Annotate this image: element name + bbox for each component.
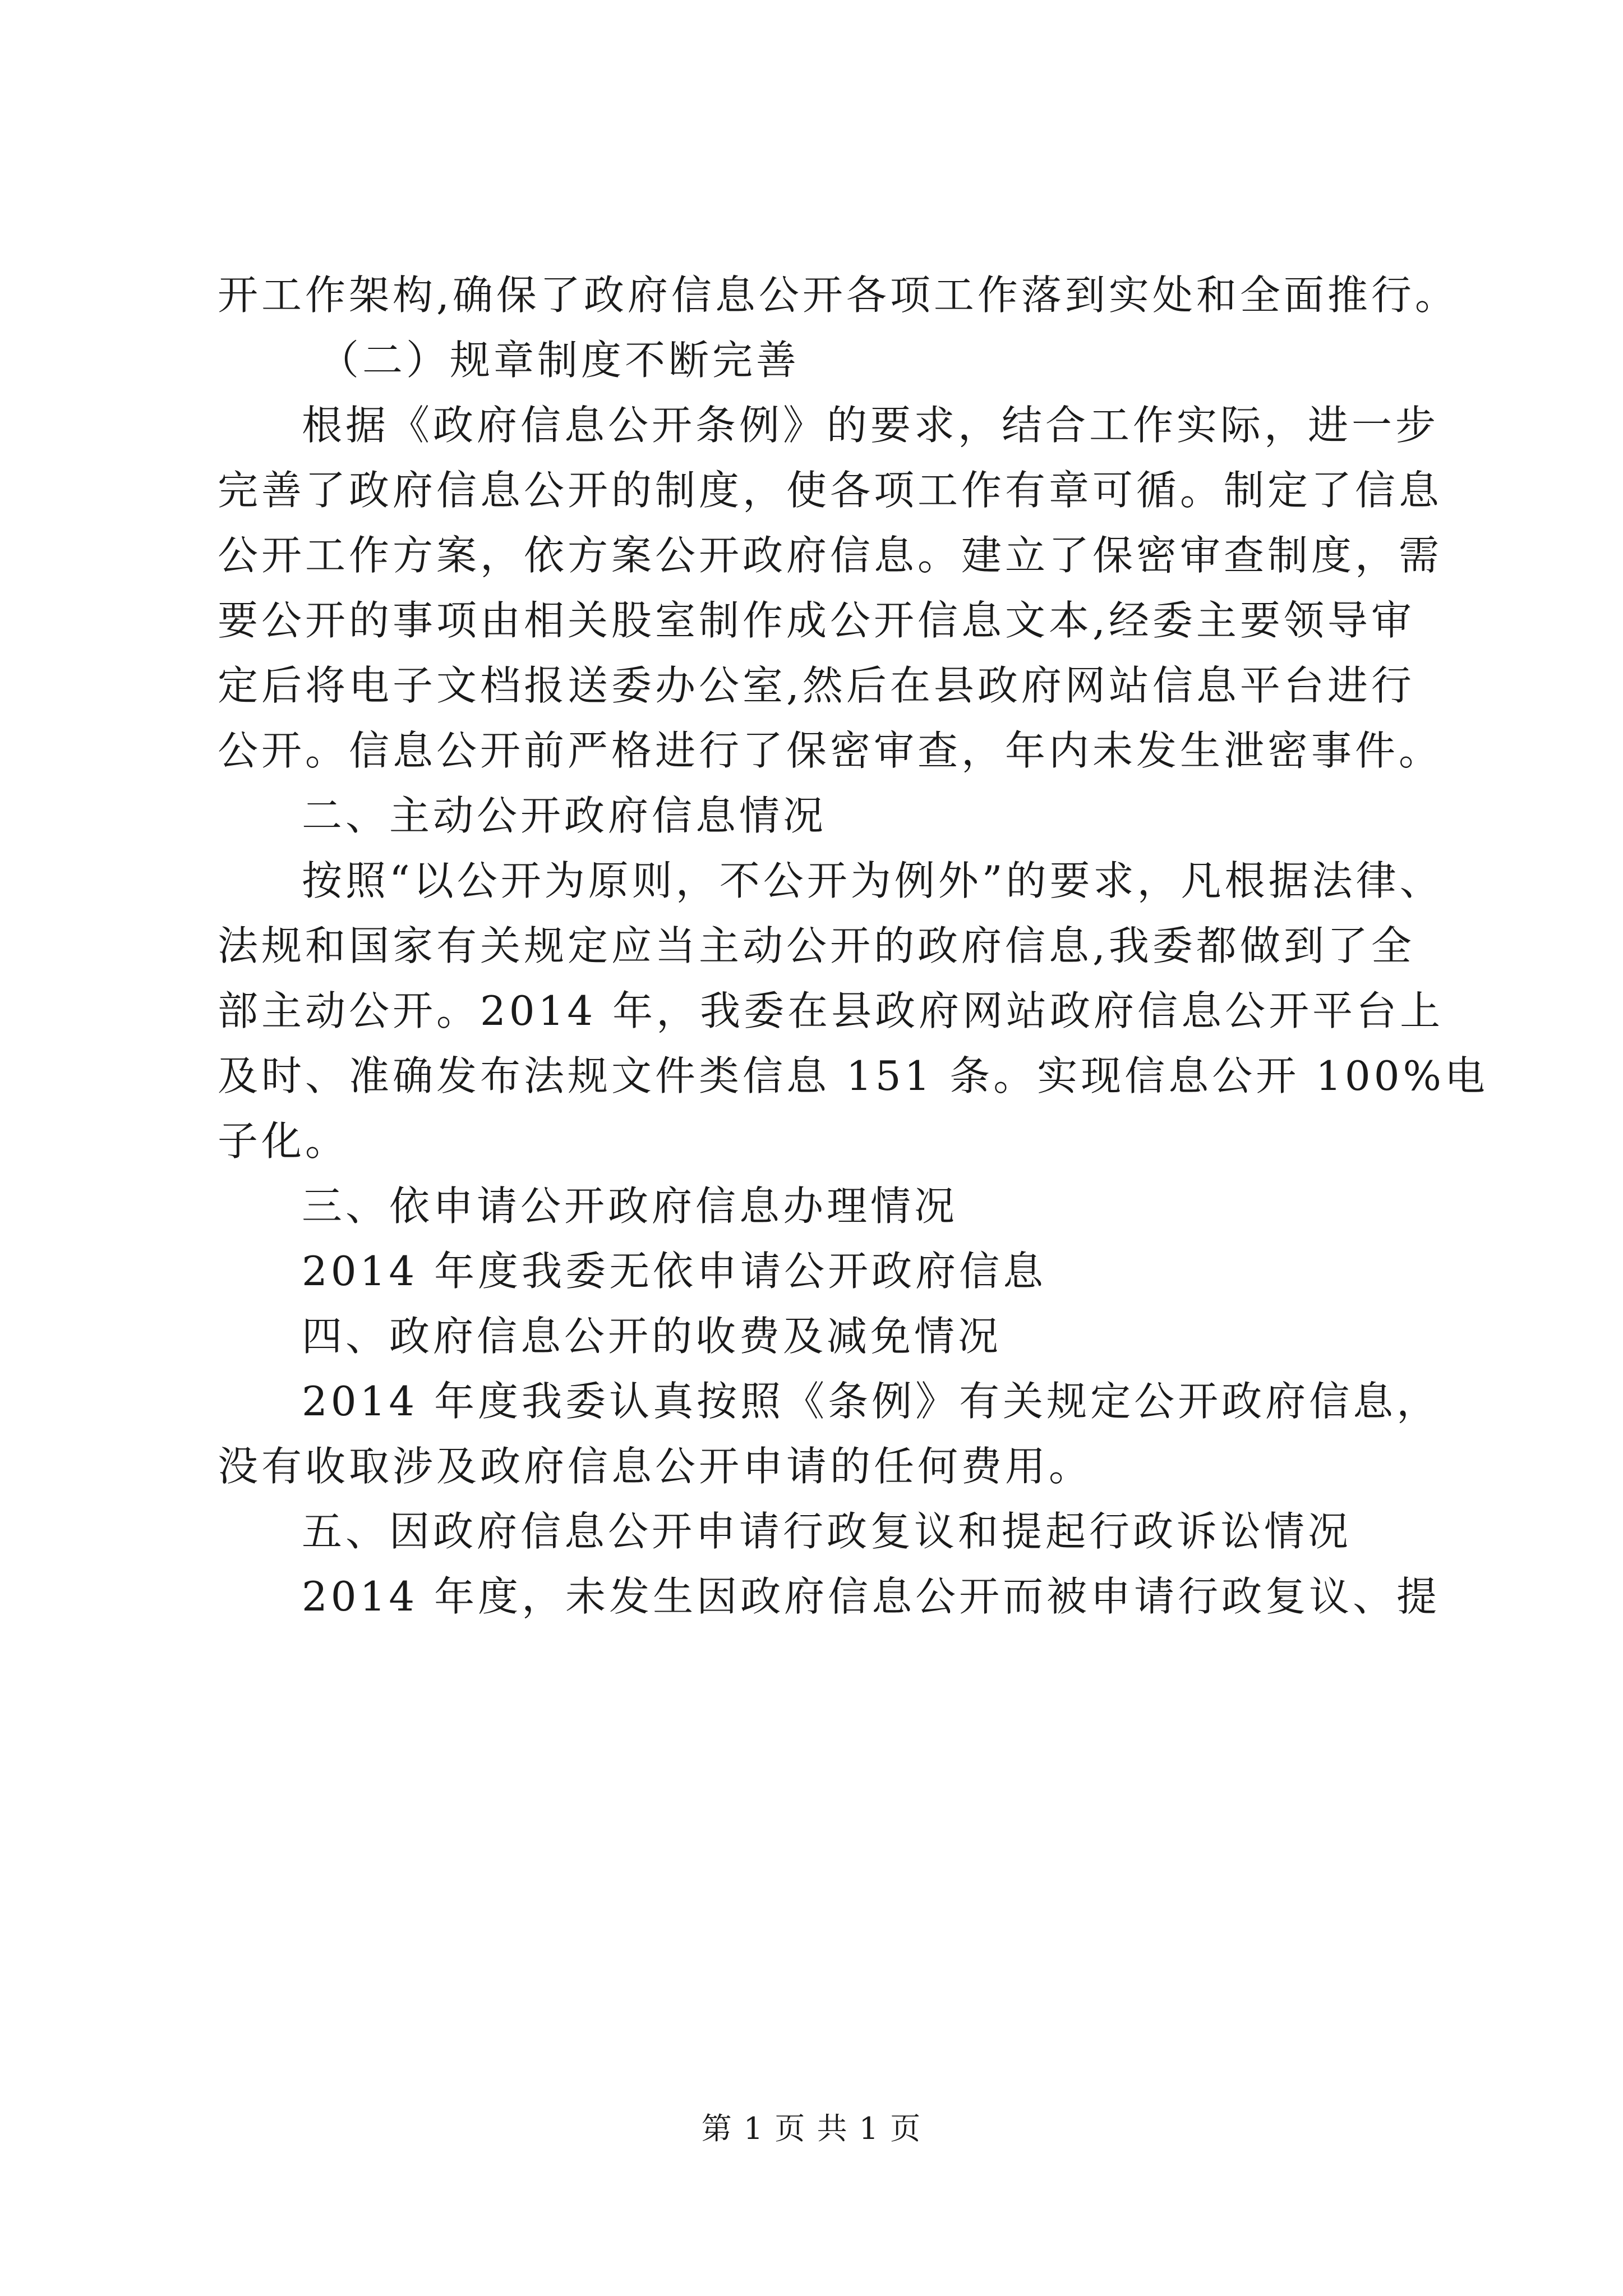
- paragraph-line: 部主动公开。2014 年，我委在县政府网站政府信息公开平台上: [218, 987, 1444, 1034]
- paragraph-line: 2014 年度我委认真按照《条例》有关规定公开政府信息，: [302, 1378, 1441, 1425]
- document-body: [218, 263, 1488, 1629]
- section-heading: 四、政府信息公开的收费及减免情况: [302, 1313, 1002, 1360]
- paragraph-line: 2014 年度我委无依申请公开政府信息: [302, 1248, 1047, 1295]
- paragraph-line: 完善了政府信息公开的制度，使各项工作有章可循。制定了信息: [218, 467, 1443, 514]
- paragraph-line: 2014 年度，未发生因政府信息公开而被申请行政复议、提: [302, 1573, 1441, 1620]
- paragraph-line: 定后将电子文档报送委办公室,然后在县政府网站信息平台进行: [218, 662, 1415, 709]
- paragraph-line: 要公开的事项由相关股室制作成公开信息文本,经委主要领导审: [218, 597, 1415, 644]
- paragraph-line: 没有收取涉及政府信息公开申请的任何费用。: [218, 1443, 1093, 1490]
- paragraph-line: 公开工作方案，依方案公开政府信息。建立了保密审查制度，需: [218, 532, 1443, 579]
- section-heading: （二）规章制度不断完善: [319, 337, 800, 384]
- section-heading: 五、因政府信息公开申请行政复议和提起行政诉讼情况: [302, 1508, 1352, 1555]
- paragraph-line: 法规和国家有关规定应当主动公开的政府信息,我委都做到了全: [218, 922, 1415, 969]
- paragraph-line: 及时、准确发布法规文件类信息 151 条。实现信息公开 100%电: [218, 1052, 1488, 1099]
- section-heading: 三、依申请公开政府信息办理情况: [302, 1182, 958, 1230]
- paragraph-line: 公开。信息公开前严格进行了保密审查，年内未发生泄密事件。: [218, 727, 1443, 774]
- paragraph-line: 子化。: [218, 1117, 349, 1165]
- paragraph-line: 开工作架构,确保了政府信息公开各项工作落到实处和全面推行。: [218, 272, 1459, 319]
- section-heading: 二、主动公开政府信息情况: [302, 792, 827, 839]
- paragraph-line: 按照“以公开为原则，不公开为例外”的要求，凡根据法律、: [302, 857, 1444, 904]
- page-footer: 第 1 页 共 1 页: [701, 2111, 922, 2146]
- paragraph-line: 根据《政府信息公开条例》的要求，结合工作实际，进一步: [302, 402, 1440, 449]
